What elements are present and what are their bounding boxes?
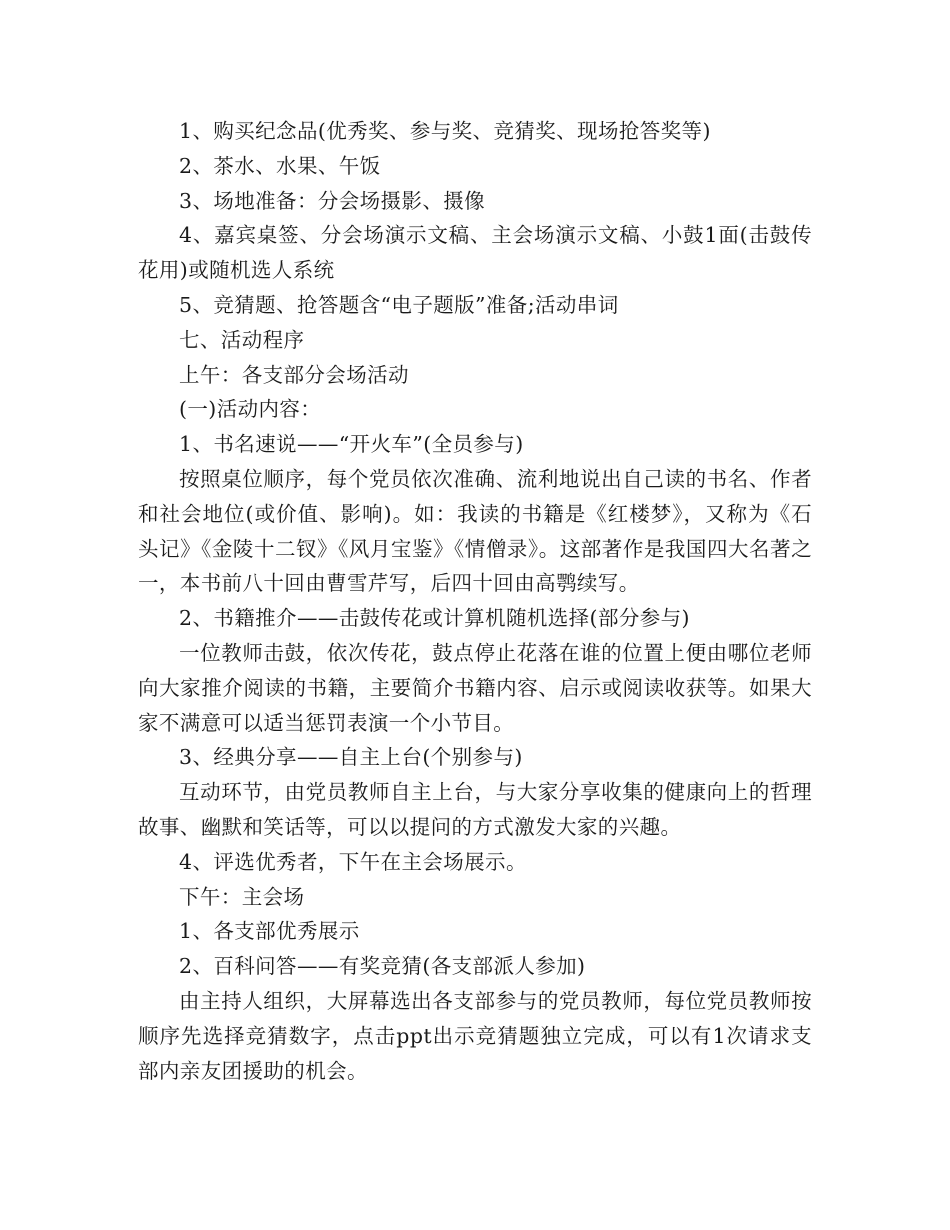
subheading-afternoon: 下午：主会场 [179, 884, 305, 909]
paragraph-item-1: 1、购买纪念品(优秀奖、参与奖、竞猜奖、现场抢答奖等) [179, 119, 711, 143]
activity-title-1: 1、书名速说——“开火车”(全员参与) [179, 432, 524, 457]
activity-title-4: 4、评选优秀者，下午在主会场展示。 [179, 849, 527, 874]
subheading-morning: 上午：各支部分会场活动 [179, 362, 409, 387]
document-body [138, 114, 812, 1088]
subheading-activity-content: (一)活动内容： [179, 397, 322, 422]
paragraph-item-2: 2、茶水、水果、午饭 [179, 153, 381, 178]
activity-description-1: 按照桌位顺序，每个党员依次准确、流利地说出自己读的书名、作者和社会地位(或价值、影响)。如：我读的书籍是《红楼梦》，又称为《石头记》《金陵十二钗》《风月宝鉴》《情僧录》。这部著作是我国四大名著之一，本书前八十回由曹雪芹写，后四十回由高鹗续写。 [138, 466, 812, 596]
activity-title-2: 2、书籍推介——击鼓传花或计算机随机选择(部分参与) [179, 606, 690, 631]
section-heading-procedure: 七、活动程序 [179, 327, 305, 352]
activity-description-2: 一位教师击鼓，依次传花，鼓点停止花落在谁的位置上便由哪位老师向大家推介阅读的书籍，主要简介书籍内容、启示或阅读收获等。如果大家不满意可以适当惩罚表演一个小节目。 [138, 640, 812, 735]
afternoon-item-1: 1、各支部优秀展示 [179, 919, 360, 944]
activity-title-3: 3、经典分享——自主上台(个别参与) [179, 745, 523, 770]
afternoon-description-2: 由主持人组织，大屏幕选出各支部参与的党员教师，每位党员教师按顺序先选择竞猜数字，点击ppt出示竞猜题独立完成，可以有1次请求支部内亲友团援助的机会。 [138, 988, 812, 1083]
paragraph-item-4: 4、嘉宾桌签、分会场演示文稿、主会场演示文稿、小鼓1面(击鼓传花用)或随机选人系统 [138, 223, 812, 283]
paragraph-item-3: 3、场地准备：分会场摄影、摄像 [179, 188, 486, 213]
paragraph-item-5: 5、竞猜题、抢答题含“电子题版”准备;活动串词 [179, 292, 619, 317]
activity-description-3: 互动环节，由党员教师自主上台，与大家分享收集的健康向上的哲理故事、幽默和笑话等，可以以提问的方式激发大家的兴趣。 [138, 780, 812, 839]
afternoon-item-2: 2、百科问答——有奖竞猜(各支部派人参加) [179, 954, 586, 979]
